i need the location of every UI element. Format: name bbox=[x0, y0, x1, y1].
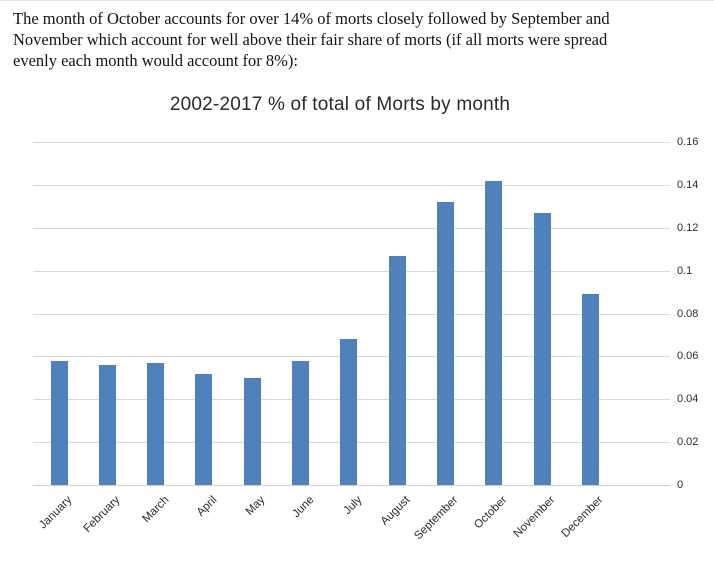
y-axis-tick-label: 0.1 bbox=[677, 264, 693, 277]
gridline bbox=[33, 228, 670, 229]
bar-july bbox=[340, 339, 357, 485]
caption-line: November which account for well above their fair share of morts (if all morts were spread bbox=[13, 30, 608, 49]
y-axis-tick-label: 0.04 bbox=[677, 393, 699, 406]
caption-text bbox=[13, 8, 711, 71]
x-axis-tick-label: November bbox=[511, 494, 558, 541]
bar-february bbox=[99, 365, 116, 485]
y-axis-tick-label: 0.08 bbox=[677, 307, 699, 320]
x-axis-tick-label: May bbox=[243, 494, 268, 518]
bar-december bbox=[582, 294, 599, 485]
x-axis-tick-label: April bbox=[194, 494, 220, 519]
y-axis-tick-label: 0.02 bbox=[677, 436, 699, 449]
bar-may bbox=[244, 378, 261, 485]
bar-march bbox=[147, 363, 164, 485]
gridline bbox=[33, 185, 670, 186]
bar-november bbox=[534, 213, 551, 485]
gridline bbox=[33, 271, 670, 272]
bar-september bbox=[437, 202, 454, 485]
x-axis-tick-label: December bbox=[559, 494, 606, 541]
x-axis-tick-label: January bbox=[37, 494, 75, 532]
x-axis-tick-label: March bbox=[139, 494, 172, 526]
y-axis-tick-label: 0.12 bbox=[677, 221, 699, 234]
bar-january bbox=[51, 361, 68, 485]
chart-title: 2002-2017 % of total of Morts by month bbox=[169, 94, 511, 115]
x-axis-tick-label: October bbox=[471, 494, 510, 532]
x-axis-line bbox=[33, 485, 670, 486]
caption-line: The month of October accounts for over 14% of morts closely followed by September and bbox=[13, 9, 610, 28]
bar-june bbox=[292, 361, 309, 485]
gridline bbox=[33, 314, 670, 315]
x-axis-tick-label: July bbox=[341, 494, 365, 517]
x-axis-tick-label: August bbox=[378, 494, 413, 528]
x-axis-tick-label: September bbox=[412, 494, 461, 543]
y-axis-tick-label: 0 bbox=[677, 479, 684, 491]
x-axis-tick-label: February bbox=[81, 494, 123, 536]
y-axis-tick-label: 0.14 bbox=[677, 178, 699, 191]
y-axis-tick-label: 0.16 bbox=[677, 136, 699, 148]
bar-october bbox=[485, 181, 502, 485]
bar-april bbox=[195, 374, 212, 485]
gridline bbox=[33, 142, 670, 143]
caption-line: evenly each month would account for 8%): bbox=[13, 51, 298, 70]
y-axis-tick-label: 0.06 bbox=[677, 350, 699, 363]
x-axis-tick-label: June bbox=[289, 494, 316, 521]
bar-august bbox=[389, 256, 406, 485]
